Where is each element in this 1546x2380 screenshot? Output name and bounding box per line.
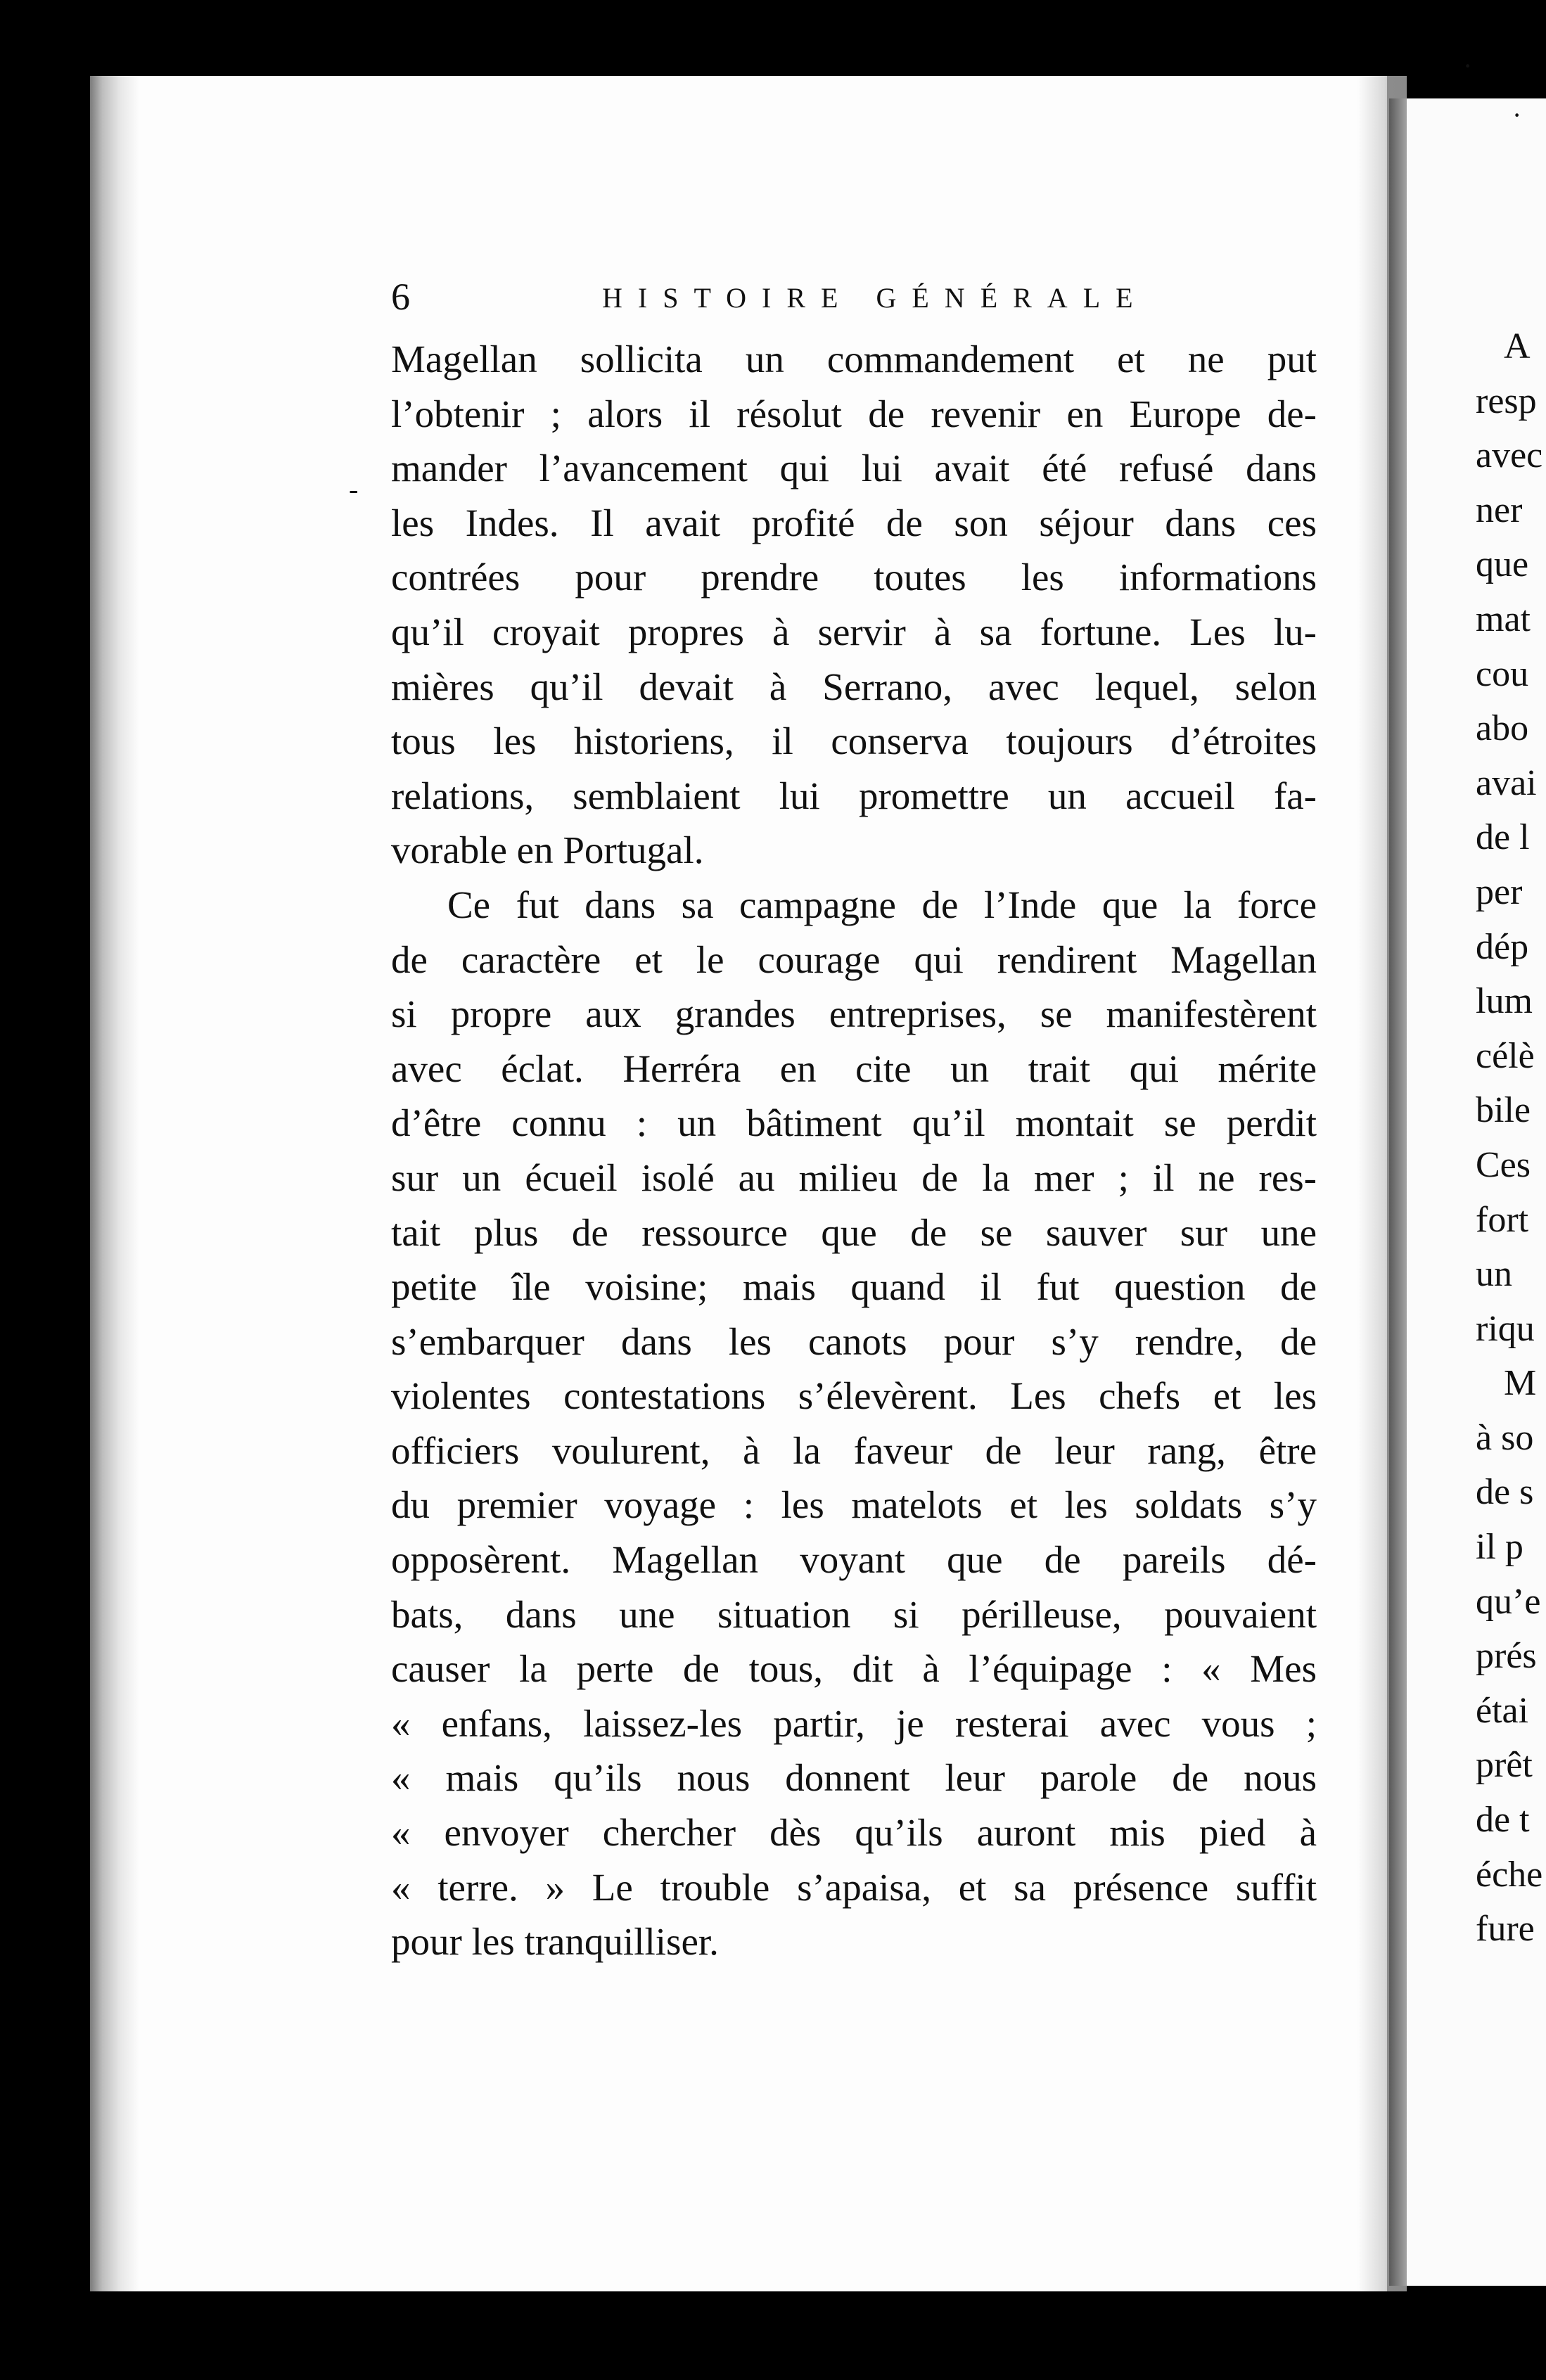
text-line: du premier voyage : les matelots et les soldats s’y: [391, 1483, 1317, 1527]
facing-page-line: célè: [1476, 1035, 1535, 1076]
speck-mark: ·: [1512, 99, 1522, 131]
text-line: causer la perte de tous, dit à l’équipage : « Mes: [391, 1647, 1317, 1691]
text-line: l’obtenir ; alors il résolut de revenir en Europe de-: [391, 392, 1317, 435]
text-line: « envoyer chercher dès qu’ils auront mis pied à: [391, 1811, 1317, 1855]
facing-page-line: de l: [1476, 817, 1530, 858]
facing-page-line: avec: [1476, 435, 1543, 476]
facing-page-line: que: [1476, 544, 1529, 585]
text-line: qu’il croyait propres à servir à sa fortune. Les lu-: [391, 610, 1317, 653]
facing-page-text: [1476, 319, 1546, 1957]
text-line: s’embarquer dans les canots pour s’y rendre, de: [391, 1319, 1317, 1363]
facing-page-line: lum: [1476, 981, 1533, 1022]
facing-page-line: avai: [1476, 762, 1537, 803]
text-line: « terre. » Le trouble s’apaisa, et sa présence suffit: [391, 1865, 1317, 1909]
facing-page-line: un: [1476, 1254, 1512, 1295]
text-line: les Indes. Il avait profité de son séjour dans ces: [391, 501, 1317, 544]
speck-mark: ·: [1463, 50, 1473, 82]
facing-page-line: Ces: [1476, 1144, 1531, 1185]
text-line: pour les tranquilliser.: [391, 1920, 719, 1964]
text-line: Magellan sollicita un commandement et ne put: [391, 338, 1317, 380]
facing-page-line: il p: [1476, 1527, 1523, 1568]
text-line: petite île voisine; mais quand il fut question de: [391, 1265, 1317, 1309]
text-line: mières qu’il devait à Serrano, avec lequel, selon: [391, 665, 1317, 708]
page-number: 6: [391, 276, 410, 318]
text-line: officiers voulurent, à la faveur de leur rang, être: [391, 1428, 1317, 1472]
text-line: violentes contestations s’élevèrent. Les chefs et les: [391, 1374, 1317, 1418]
text-line: sur un écueil isolé au milieu de la mer ; il ne res-: [391, 1156, 1317, 1199]
text-line: mander l’avancement qui lui avait été refusé dans: [391, 447, 1317, 490]
text-line: opposèrent. Magellan voyant que de pareils dé-: [391, 1538, 1317, 1582]
text-line: avec éclat. Herréra en cite un trait qui mérite: [391, 1047, 1317, 1090]
text-line: tous les historiens, il conserva toujours d’étroites: [391, 719, 1317, 763]
facing-page-line: de t: [1476, 1800, 1530, 1841]
facing-page-line: bile: [1476, 1090, 1531, 1131]
left-page-edge-shadow: [90, 76, 139, 2291]
body-text: [391, 332, 1317, 1969]
running-title: HISTOIRE GÉNÉRALE: [602, 282, 1149, 314]
facing-page-line: étai: [1476, 1690, 1529, 1731]
facing-page-line: à so: [1476, 1417, 1534, 1458]
facing-page-line: abo: [1476, 708, 1529, 749]
facing-page-line: mat: [1476, 599, 1531, 639]
facing-page-line: A: [1504, 326, 1531, 366]
text-line: d’être connu : un bâtiment qu’il montait se perdit: [391, 1101, 1317, 1145]
facing-page-line: prêt: [1476, 1745, 1533, 1786]
facing-page-line: fort: [1476, 1199, 1529, 1240]
facing-page-line: de s: [1476, 1472, 1534, 1513]
text-line: vorable en Portugal.: [391, 828, 704, 872]
text-line: relations, semblaient lui promettre un accueil fa-: [391, 774, 1317, 817]
margin-mark: -: [349, 473, 359, 505]
text-line: Ce fut dans sa campagne de l’Inde que la force: [447, 883, 1317, 926]
facing-page-line: fure: [1476, 1909, 1535, 1950]
text-line: « mais qu’ils nous donnent leur parole de nous: [391, 1756, 1317, 1800]
facing-page-line: riqu: [1476, 1308, 1535, 1349]
running-head: [391, 276, 1312, 318]
text-line: si propre aux grandes entreprises, se manifestèrent: [391, 992, 1317, 1036]
text-line: tait plus de ressource que de se sauver sur une: [391, 1210, 1317, 1254]
text-line: bats, dans une situation si périlleuse, pouvaient: [391, 1592, 1317, 1636]
text-line: de caractère et le courage qui rendirent Magellan: [391, 938, 1317, 981]
facing-page-line: ner: [1476, 490, 1523, 530]
facing-page-line: éche: [1476, 1854, 1543, 1895]
text-line: contrées pour prendre toutes les informations: [391, 556, 1317, 599]
facing-page-line: per: [1476, 871, 1523, 912]
facing-page-line: dép: [1476, 926, 1529, 967]
facing-page-line: qu’e: [1476, 1581, 1541, 1622]
facing-page-line: prés: [1476, 1636, 1537, 1677]
text-line: « enfans, laissez-les partir, je resterai avec vous ;: [391, 1701, 1317, 1745]
facing-page-line: resp: [1476, 380, 1537, 421]
facing-page-line: cou: [1476, 653, 1529, 694]
facing-page-line: M: [1504, 1363, 1537, 1404]
